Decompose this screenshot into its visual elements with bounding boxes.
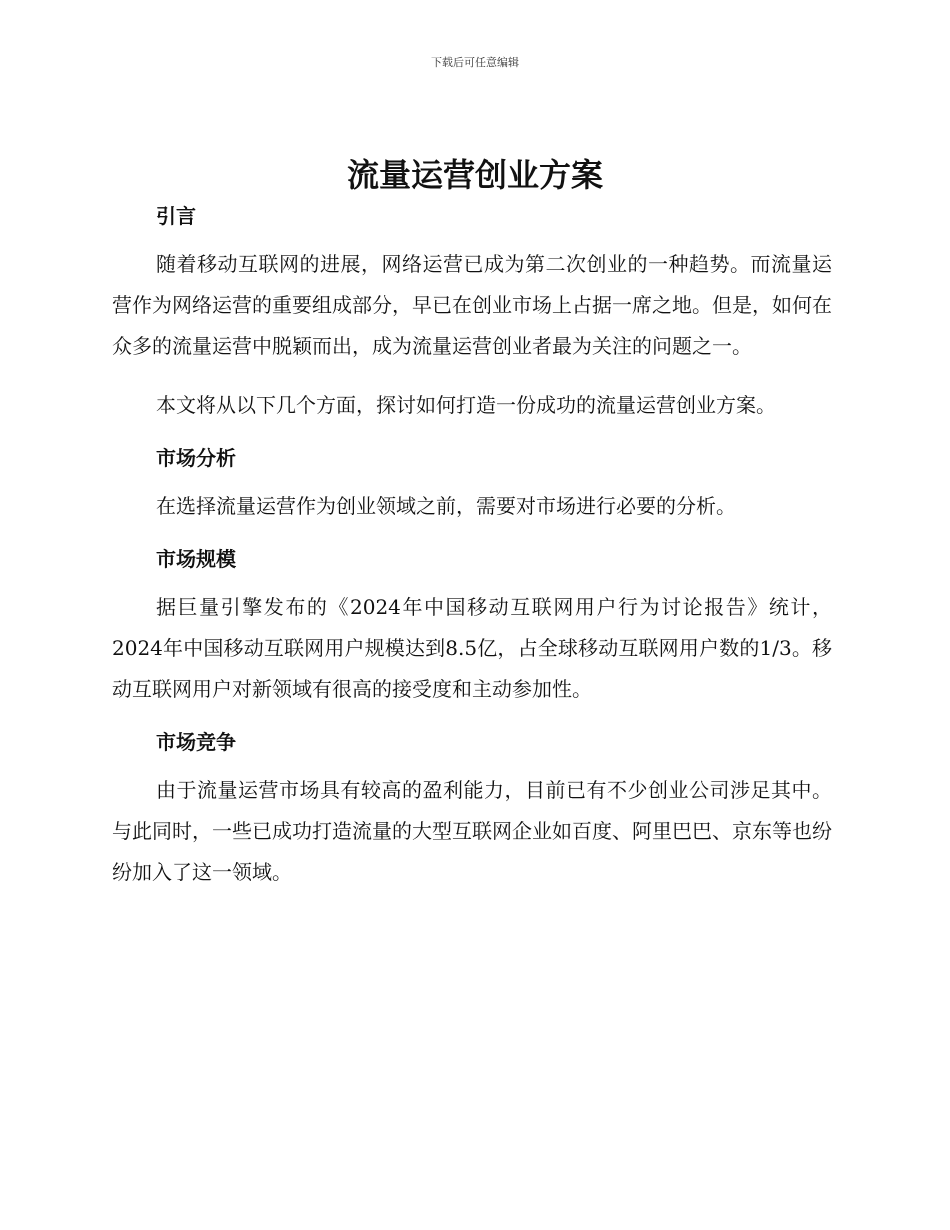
section-heading-market-analysis: 市场分析 <box>156 446 236 470</box>
document-title: 流量运营创业方案 <box>346 156 603 194</box>
document-body <box>112 202 832 893</box>
paragraph-market-size: 据巨量引擎发布的《2024年中国移动互联网用户行为讨论报告》统计，2024年中国移动互联网用户规模达到8.5亿，占全球移动互联网用户数的1/3。移动互联网用户对新领域有很高的接受度和主动参加性。 <box>112 595 832 701</box>
section-heading-intro: 引言 <box>156 204 196 228</box>
paragraph-intro-1: 随着移动互联网的进展，网络运营已成为第二次创业的一种趋势。而流量运营作为网络运营的重要组成部分，早已在创业市场上占据一席之地。但是，如何在众多的流量运营中脱颖而出，成为流量运营创业者最为关注的问题之一。 <box>112 252 832 358</box>
section-heading-market-competition: 市场竞争 <box>156 730 236 754</box>
paragraph-market-competition: 由于流量运营市场具有较高的盈利能力，目前已有不少创业公司涉足其中。与此同时，一些已成功打造流量的大型互联网企业如百度、阿里巴巴、京东等也纷纷加入了这一领域。 <box>112 778 832 884</box>
paragraph-market-analysis: 在选择流量运营作为创业领域之前，需要对市场进行必要的分析。 <box>156 494 736 518</box>
header-note: 下载后可任意编辑 <box>431 56 519 69</box>
section-heading-market-size: 市场规模 <box>156 547 236 571</box>
paragraph-intro-2: 本文将从以下几个方面，探讨如何打造一份成功的流量运营创业方案。 <box>156 393 776 417</box>
